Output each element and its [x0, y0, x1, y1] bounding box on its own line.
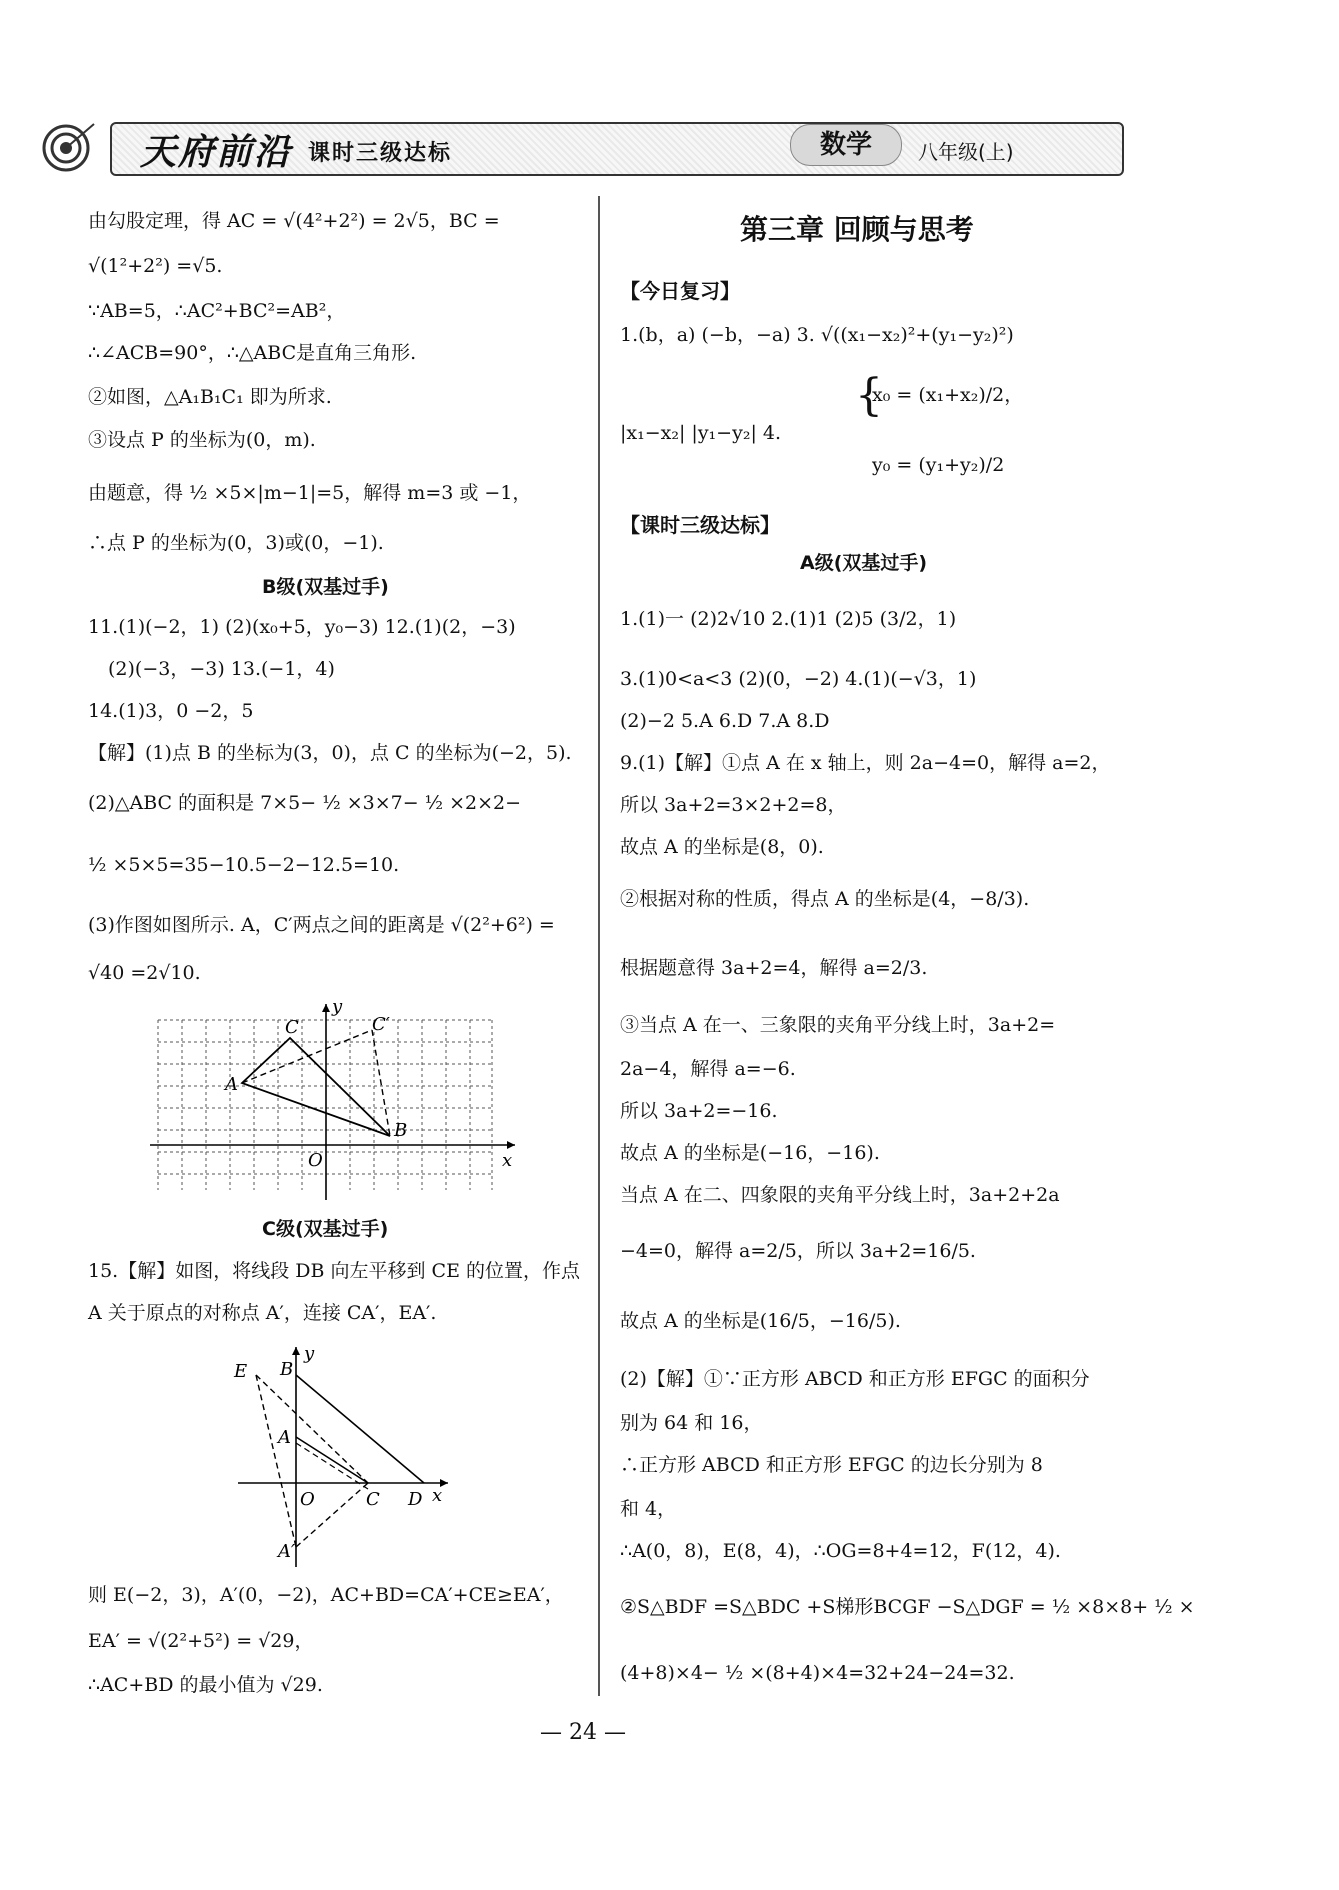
section-heading: 【课时三级达标】 [620, 513, 780, 537]
page-number: — 24 — [540, 1720, 626, 1745]
text-line: ③设点 P 的坐标为(0，m). [88, 429, 316, 451]
text-line: (2)【解】①∵正方形 ABCD 和正方形 EFGC 的面积分 [620, 1368, 1090, 1390]
text-line: 故点 A 的坐标是(16/5，−16/5). [620, 1310, 901, 1332]
formula-line: x₀ = (x₁+x₂)/2， [872, 384, 1024, 406]
target-logo-icon [40, 118, 96, 174]
text-line: 由勾股定理，得 AC = √(4²+2²) = 2√5，BC = [88, 210, 500, 232]
text-line: 根据题意得 3a+2=4，解得 a=2/3. [620, 957, 928, 979]
text-line: (4+8)×4− ½ ×(8+4)×4=32+24−24=32. [620, 1662, 1015, 1684]
text-line: 由题意，得 ½ ×5×|m−1|=5，解得 m=3 或 −1， [88, 482, 532, 504]
fig2-label: B [280, 1359, 294, 1380]
text-line: 故点 A 的坐标是(−16，−16). [620, 1142, 880, 1164]
coordinate-figure-2 [228, 1335, 468, 1570]
fig1-label: C′ [372, 1014, 390, 1035]
text-line: ③当点 A 在一、三象限的夹角平分线上时，3a+2= [620, 1014, 1056, 1036]
text-line: (2)△ABC 的面积是 7×5− ½ ×3×7− ½ ×2×2− [88, 792, 522, 814]
text-line: 1.(b，a) (−b，−a) 3. √((x₁−x₂)²+(y₁−y₂)²) [620, 324, 1014, 346]
text-line: √(1²+2²) =√5. [88, 255, 223, 277]
text-line: A 关于原点的对称点 A′，连接 CA′，EA′. [88, 1302, 437, 1324]
text-line: −4=0，解得 a=2/5，所以 3a+2=16/5. [620, 1240, 976, 1262]
fig2-label: y [304, 1343, 315, 1364]
text-line: 15.【解】如图，将线段 DB 向左平移到 CE 的位置，作点 [88, 1260, 580, 1282]
brace-icon: { [855, 370, 883, 421]
section-heading-a: A级(双基过手) [800, 552, 928, 574]
triangle-abc [242, 1038, 390, 1136]
fig1-label: O [308, 1150, 323, 1171]
page-header [40, 118, 1120, 180]
fig2-label: A [278, 1427, 291, 1448]
text-line: 9.(1)【解】①点 A 在 x 轴上，则 2a−4=0，解得 a=2， [620, 752, 1111, 774]
subject-badge: 数学 [790, 124, 902, 166]
segment-ac-prime [242, 1030, 372, 1083]
fig2-label: D [408, 1489, 423, 1510]
text-line: ∵AB=5，∴AC²+BC²=AB²， [88, 300, 346, 322]
text-line: 2a−4，解得 a=−6. [620, 1058, 796, 1080]
text-line: ∴∠ACB=90°，∴△ABC是直角三角形. [88, 342, 417, 364]
fig1-label: A [225, 1074, 238, 1095]
text-line: ½ ×5×5=35−10.5−2−12.5=10. [88, 854, 400, 876]
grid-figure-1 [150, 1000, 530, 1200]
text-line: 所以 3a+2=−16. [620, 1100, 778, 1122]
fig1-label: B [394, 1120, 408, 1141]
text-line: 11.(1)(−2，1) (2)(x₀+5，y₀−3) 12.(1)(2，−3) [88, 616, 516, 638]
text-line: 14.(1)3，0 −2，5 [88, 700, 254, 722]
section-heading-c: C级(双基过手) [262, 1218, 389, 1240]
text-line: |x₁−x₂| |y₁−y₂| 4. [620, 422, 782, 444]
text-line: ∴点 P 的坐标为(0，3)或(0，−1). [88, 532, 384, 554]
text-line: √40 =2√10. [88, 962, 201, 984]
text-line: 当点 A 在二、四象限的夹角平分线上时，3a+2+2a [620, 1184, 1060, 1206]
chapter-title: 第三章 回顾与思考 [740, 213, 974, 246]
text-line: 所以 3a+2=3×2+2=8， [620, 794, 847, 816]
text-line: ∴正方形 ABCD 和正方形 EFGC 的边长分别为 8 [620, 1454, 1043, 1476]
fig2-label: C [366, 1489, 380, 1510]
text-line: 【解】(1)点 B 的坐标为(3，0)，点 C 的坐标为(−2，5). [88, 742, 572, 764]
fig2-label: x [432, 1485, 443, 1506]
text-line: 故点 A 的坐标是(8，0). [620, 836, 824, 858]
text-line: ∴AC+BD 的最小值为 √29. [88, 1674, 323, 1696]
text-line: 则 E(−2，3)，A′(0，−2)，AC+BD=CA′+CE≥EA′， [88, 1584, 564, 1606]
text-line: 别为 64 和 16， [620, 1412, 763, 1434]
text-line: ∴A(0，8)，E(8，4)，∴OG=8+4=12，F(12，4). [620, 1540, 1061, 1562]
text-line: 和 4， [620, 1498, 677, 1520]
column-divider [598, 196, 600, 1696]
text-line: 1.(1)一 (2)2√10 2.(1)1 (2)5 (3/2，1) [620, 608, 957, 630]
fig1-label: x [502, 1150, 513, 1171]
text-line: (2)−2 5.A 6.D 7.A 8.D [620, 710, 830, 732]
formula-line: y₀ = (y₁+y₂)/2 [872, 454, 1005, 476]
text-line: ②如图，△A₁B₁C₁ 即为所求. [88, 386, 332, 408]
text-line: (2)(−3，−3) 13.(−1，4) [108, 658, 335, 680]
text-line: 3.(1)0<a<3 (2)(0，−2) 4.(1)(−√3，1) [620, 668, 977, 690]
text-line: EA′ = √(2²+5²) = √29， [88, 1630, 314, 1652]
brand-subtitle: 课时三级达标 [308, 141, 453, 166]
fig2-label: O [300, 1489, 315, 1510]
section-heading: 【今日复习】 [620, 279, 740, 303]
grade-label: 八年级(上) [918, 140, 1014, 164]
fig1-label: y [332, 1000, 343, 1017]
text-line: ②S△BDF =S△BDC +S梯形BCGF −S△DGF = ½ ×8×8+ ½ × [620, 1596, 1195, 1618]
fig2-label: A′ [278, 1541, 296, 1562]
section-heading-b: B级(双基过手) [262, 576, 389, 598]
fig2-label: E [234, 1361, 248, 1382]
text-line: (3)作图如图所示. A，C′两点之间的距离是 √(2²+6²) = [88, 914, 555, 936]
fig1-label: C [285, 1017, 299, 1038]
text-line: ②根据对称的性质，得点 A 的坐标是(4，−8/3). [620, 888, 1030, 910]
brand-title: 天府前沿 [140, 132, 293, 173]
